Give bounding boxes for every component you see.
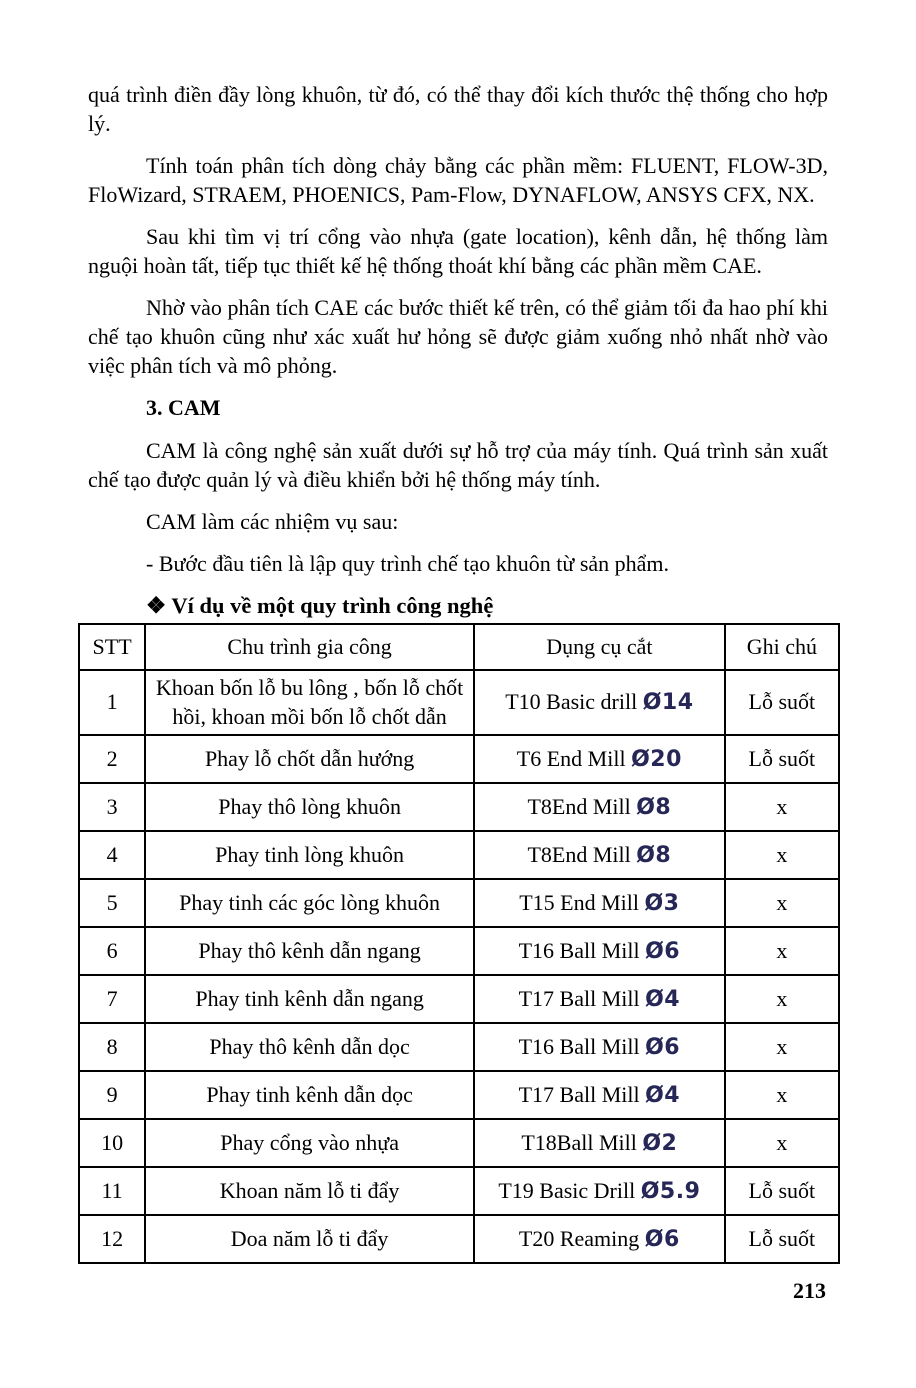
cell-tool	[474, 1167, 725, 1215]
cell-note: x	[725, 1119, 839, 1167]
tool-diameter: Ø8	[636, 842, 672, 868]
table-row	[79, 879, 839, 927]
cell-note: x	[725, 831, 839, 879]
tool-diameter: Ø14	[642, 689, 694, 715]
tool-diameter: Ø3	[644, 890, 680, 916]
cell-stt: 2	[79, 735, 145, 783]
process-table	[78, 623, 840, 1264]
cell-stt: 6	[79, 927, 145, 975]
cell-stt: 5	[79, 879, 145, 927]
body-paragraph: quá trình điền đầy lòng khuôn, từ đó, có thể thay đổi kích thước thệ thống cho hợp lý.	[88, 82, 828, 137]
tool-diameter: Ø5.9	[640, 1178, 701, 1204]
tool-diameter: Ø20	[631, 746, 682, 772]
cell-process: Phay thô kênh dẫn dọc	[145, 1023, 474, 1071]
tool-diameter: Ø4	[645, 986, 681, 1012]
cell-note: x	[725, 975, 839, 1023]
table-row	[79, 1215, 839, 1263]
tool-name: T8End Mill	[527, 793, 637, 819]
cell-stt: 3	[79, 783, 145, 831]
cell-process: Phay lỗ chốt dẫn hướng	[145, 735, 474, 783]
cell-stt: 4	[79, 831, 145, 879]
cell-tool	[474, 1071, 725, 1119]
tool-diameter: Ø6	[645, 1034, 681, 1060]
page-number: 213	[793, 1278, 826, 1304]
cell-note: Lỗ suốt	[725, 735, 839, 783]
tool-name: T19 Basic Drill	[498, 1177, 641, 1203]
tool-name: T16 Ball Mill	[518, 1033, 646, 1059]
cell-tool	[474, 670, 725, 735]
tool-name: T17 Ball Mill	[518, 1081, 646, 1107]
cell-note: x	[725, 927, 839, 975]
cell-process: Phay tinh lòng khuôn	[145, 831, 474, 879]
cell-note: x	[725, 1071, 839, 1119]
cell-tool	[474, 831, 725, 879]
cell-stt: 9	[79, 1071, 145, 1119]
tool-name: T17 Ball Mill	[518, 985, 646, 1011]
table-row	[79, 831, 839, 879]
cell-process: Phay cổng vào nhựa	[145, 1119, 474, 1167]
cell-process: Phay tinh các góc lòng khuôn	[145, 879, 474, 927]
body-paragraph: Tính toán phân tích dòng chảy bằng các phần mềm: FLUENT, FLOW-3D, FloWizard, STRAEM, PHOENICS, Pam-Flow, DYNAFLOW, ANSYS CFX, NX.	[88, 153, 828, 208]
body-paragraph: Nhờ vào phân tích CAE các bước thiết kế trên, có thể giảm tối đa hao phí khi chế tạo khuôn cũng như xác xuất hư hỏng sẽ được giảm xuống nhỏ nhất nhờ vào việc phân tích và mô phỏng.	[88, 295, 828, 379]
tool-name: T10 Basic drill	[505, 688, 643, 714]
column-header: STT	[79, 624, 145, 670]
table-row	[79, 670, 839, 735]
cell-stt: 12	[79, 1215, 145, 1263]
table-body	[79, 670, 839, 1263]
cell-note: x	[725, 879, 839, 927]
body-paragraph: CAM là công nghệ sản xuất dưới sự hỗ trợ của máy tính. Quá trình sản xuất chế tạo được quản lý và điều khiển bởi hệ thống máy tính.	[88, 438, 828, 493]
table-header-row	[79, 624, 839, 670]
cell-process: Phay tinh kênh dẫn ngang	[145, 975, 474, 1023]
section-heading-cam: 3. CAM	[146, 395, 221, 421]
table-row	[79, 1119, 839, 1167]
cell-stt: 11	[79, 1167, 145, 1215]
tool-diameter: Ø6	[644, 1226, 680, 1252]
cell-tool	[474, 879, 725, 927]
table-row	[79, 975, 839, 1023]
cell-tool	[474, 975, 725, 1023]
tool-diameter: Ø8	[636, 794, 672, 820]
cell-note: x	[725, 783, 839, 831]
tool-name: T20 Reaming	[518, 1225, 645, 1251]
tool-name: T8End Mill	[527, 841, 637, 867]
cell-note: x	[725, 1023, 839, 1071]
cell-note: Lỗ suốt	[725, 1167, 839, 1215]
cell-tool	[474, 783, 725, 831]
column-header: Ghi chú	[725, 624, 839, 670]
cell-note: Lỗ suốt	[725, 1215, 839, 1263]
example-subheading: ❖ Ví dụ về một quy trình công nghệ	[146, 593, 494, 619]
body-paragraph: CAM làm các nhiệm vụ sau:	[146, 509, 399, 535]
table-row	[79, 927, 839, 975]
tool-name: T18Ball Mill	[521, 1129, 643, 1155]
cell-stt: 1	[79, 670, 145, 735]
column-header: Chu trình gia công	[145, 624, 474, 670]
body-paragraph: Sau khi tìm vị trí cổng vào nhựa (gate location), kênh dẫn, hệ thống làm nguội hoàn tất, tiếp tục thiết kế hệ thống thoát khí bằng các phần mềm CAE.	[88, 224, 828, 279]
cell-stt: 7	[79, 975, 145, 1023]
cell-process: Phay thô kênh dẫn ngang	[145, 927, 474, 975]
cell-tool	[474, 1119, 725, 1167]
tool-name: T16 Ball Mill	[518, 937, 646, 963]
tool-diameter: Ø4	[645, 1082, 681, 1108]
tool-name: T6 End Mill	[516, 745, 632, 771]
cell-process: Khoan năm lỗ ti đẩy	[145, 1167, 474, 1215]
cell-stt: 10	[79, 1119, 145, 1167]
tool-name: T15 End Mill	[519, 889, 645, 915]
cell-process: Doa năm lỗ ti đẩy	[145, 1215, 474, 1263]
table-row	[79, 783, 839, 831]
cell-process: Phay tinh kênh dẫn dọc	[145, 1071, 474, 1119]
tool-diameter: Ø2	[642, 1130, 678, 1156]
cell-tool	[474, 735, 725, 783]
cell-tool	[474, 927, 725, 975]
cell-tool	[474, 1023, 725, 1071]
cell-stt: 8	[79, 1023, 145, 1071]
table-row	[79, 735, 839, 783]
cell-tool	[474, 1215, 725, 1263]
cell-note: Lỗ suốt	[725, 670, 839, 735]
table-row	[79, 1023, 839, 1071]
table-row	[79, 1071, 839, 1119]
body-paragraph: - Bước đầu tiên là lập quy trình chế tạo khuôn từ sản phẩm.	[146, 551, 670, 577]
tool-diameter: Ø6	[645, 938, 681, 964]
table-row	[79, 1167, 839, 1215]
cell-process: Phay thô lòng khuôn	[145, 783, 474, 831]
cell-process: Khoan bốn lỗ bu lông , bốn lỗ chốt hồi, khoan mồi bốn lỗ chốt dẫn	[145, 670, 474, 735]
column-header: Dụng cụ cắt	[474, 624, 725, 670]
